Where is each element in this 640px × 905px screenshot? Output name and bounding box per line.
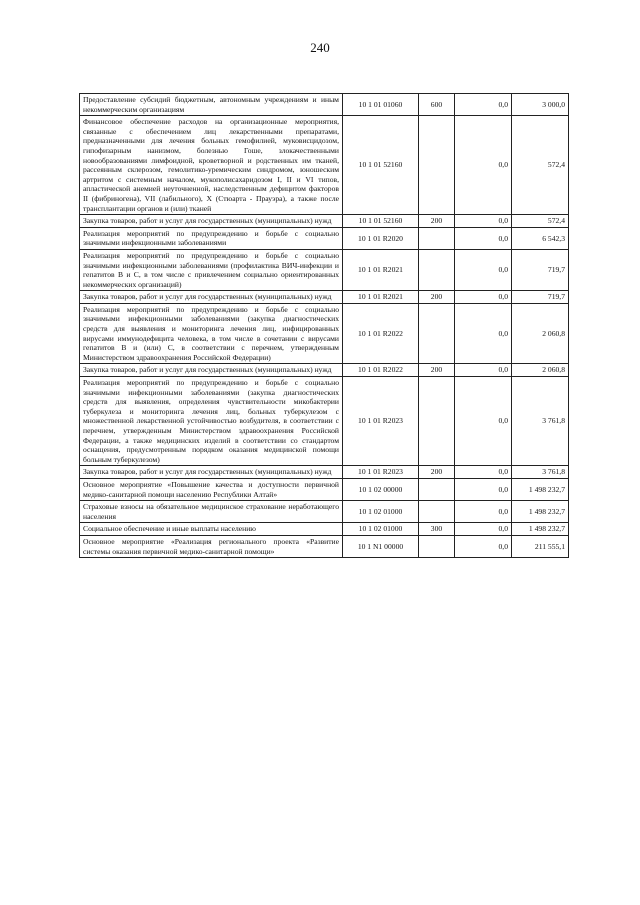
row-amount-2: 572,4 [512,116,569,215]
row-expense-type: 200 [419,466,455,479]
row-code: 10 1 02 01000 [343,501,419,523]
row-expense-type [419,303,455,364]
table-row [80,501,569,523]
row-code: 10 1 01 R2021 [343,291,419,304]
table-row [80,535,569,557]
table-row [80,215,569,228]
table-row [80,364,569,377]
row-amount-2: 1 498 232,7 [512,478,569,500]
budget-table-body [80,94,569,558]
row-name: Основное мероприятие «Повышение качества и доступности первичной медико-санитарной помощи населению Республики Алтай» [80,478,343,500]
row-name: Финансовое обеспечение расходов на организационные мероприятия, связанные с обеспечением лиц лекарственными препаратами, предназначенными для лечения больных гемофилией, муковисцидозом, гипофизарным нанизмом, болезнью Гоше, злокачественными новообразованиями лимфоидной, кроветворной и родственных им тканей, рассеянным склерозом, гемолитико-уремическим синдромом, юношеским артритом с системным началом, мукополисахаридозом I, II и VI типов, апластической анемией неуточненной, наследственным дефицитом факторов II (фибриногена), VII (лабильного), X (Стюарта - Прауэра), а также после трансплантации органов и (или) тканей [80,116,343,215]
row-expense-type [419,535,455,557]
row-amount-2: 211 555,1 [512,535,569,557]
row-amount-1: 0,0 [455,303,512,364]
row-expense-type: 600 [419,94,455,116]
row-amount-1: 0,0 [455,523,512,536]
table-row [80,249,569,290]
page-number: 240 [310,40,330,55]
row-expense-type: 200 [419,364,455,377]
row-expense-type: 200 [419,291,455,304]
row-expense-type [419,249,455,290]
row-name: Закупка товаров, работ и услуг для государственных (муниципальных) нужд [80,466,343,479]
row-amount-1: 0,0 [455,291,512,304]
row-code: 10 1 01 01060 [343,94,419,116]
row-amount-2: 2 060,8 [512,303,569,364]
row-amount-2: 1 498 232,7 [512,523,569,536]
row-expense-type [419,227,455,249]
row-amount-2: 3 000,0 [512,94,569,116]
row-name: Закупка товаров, работ и услуг для государственных (муниципальных) нужд [80,215,343,228]
row-amount-1: 0,0 [455,501,512,523]
row-name: Социальное обеспечение и иные выплаты населению [80,523,343,536]
row-name: Реализация мероприятий по предупреждению и борьбе с социально значимыми инфекционными заболеваниями [80,227,343,249]
row-amount-1: 0,0 [455,215,512,228]
row-amount-1: 0,0 [455,116,512,215]
row-amount-2: 1 498 232,7 [512,501,569,523]
budget-table [79,93,569,558]
table-row [80,227,569,249]
row-name: Страховые взносы на обязательное медицинское страхование неработающего населения [80,501,343,523]
row-amount-2: 719,7 [512,249,569,290]
row-amount-2: 3 761,8 [512,377,569,466]
row-code: 10 1 01 R2023 [343,377,419,466]
row-amount-2: 2 060,8 [512,364,569,377]
row-amount-2: 719,7 [512,291,569,304]
row-code: 10 1 02 00000 [343,478,419,500]
table-row [80,377,569,466]
row-amount-1: 0,0 [455,94,512,116]
row-amount-2: 3 761,8 [512,466,569,479]
row-amount-1: 0,0 [455,377,512,466]
row-name: Закупка товаров, работ и услуг для государственных (муниципальных) нужд [80,364,343,377]
row-amount-1: 0,0 [455,249,512,290]
row-code: 10 1 01 R2021 [343,249,419,290]
row-amount-2: 572,4 [512,215,569,228]
row-expense-type [419,501,455,523]
table-row [80,116,569,215]
table-row [80,466,569,479]
row-code: 10 1 01 52160 [343,116,419,215]
row-amount-1: 0,0 [455,535,512,557]
row-code: 10 1 01 R2020 [343,227,419,249]
table-row [80,303,569,364]
row-expense-type: 300 [419,523,455,536]
row-code: 10 1 01 R2023 [343,466,419,479]
row-expense-type [419,478,455,500]
row-name: Закупка товаров, работ и услуг для государственных (муниципальных) нужд [80,291,343,304]
row-code: 10 1 02 01000 [343,523,419,536]
table-row [80,291,569,304]
row-amount-1: 0,0 [455,466,512,479]
row-code: 10 1 01 52160 [343,215,419,228]
row-code: 10 1 01 R2022 [343,364,419,377]
row-amount-2: 6 542,3 [512,227,569,249]
table-row [80,94,569,116]
row-expense-type [419,116,455,215]
row-code: 10 1 01 R2022 [343,303,419,364]
row-amount-1: 0,0 [455,364,512,377]
row-amount-1: 0,0 [455,227,512,249]
row-name: Основное мероприятие «Реализация регионального проекта «Развитие системы оказания первичной медико-санитарной помощи» [80,535,343,557]
row-expense-type: 200 [419,215,455,228]
row-name: Реализация мероприятий по предупреждению и борьбе с социально значимыми инфекционными заболеваниями (закупка диагностических средств для выявления, определения чувствительности микобактерии туберкулеза и мониторинга лечения лиц, больных туберкулезом с множественной лекарственной устойчивостью возбудителя, в соответствии с перечнем, утвержденным Министерством здравоохранения Российской Федерации, а также медицинских изделий в соответствии со стандартом оснащения, предусмотренным порядком оказания медицинской помощи больным туберкулезом) [80,377,343,466]
table-row [80,478,569,500]
table-row [80,523,569,536]
row-name: Предоставление субсидий бюджетным, автономным учреждениям и иным некоммерческим организациям [80,94,343,116]
row-code: 10 1 N1 00000 [343,535,419,557]
row-expense-type [419,377,455,466]
row-name: Реализация мероприятий по предупреждению и борьбе с социально значимыми инфекционными заболеваниями (закупка диагностических средств для выявления и мониторинга лечения лиц, инфицированных вирусами иммунодефицита человека, в том числе в сочетании с вирусами гепатитов В и (или) С, в соответствии с перечнем, утвержденным Министерством здравоохранения Российской Федерации) [80,303,343,364]
row-amount-1: 0,0 [455,478,512,500]
row-name: Реализация мероприятий по предупреждению и борьбе с социально значимыми инфекционными заболеваниями (профилактика ВИЧ-инфекции и гепатитов В и С, в том числе с привлечением социально ориентированных некоммерческих организаций) [80,249,343,290]
